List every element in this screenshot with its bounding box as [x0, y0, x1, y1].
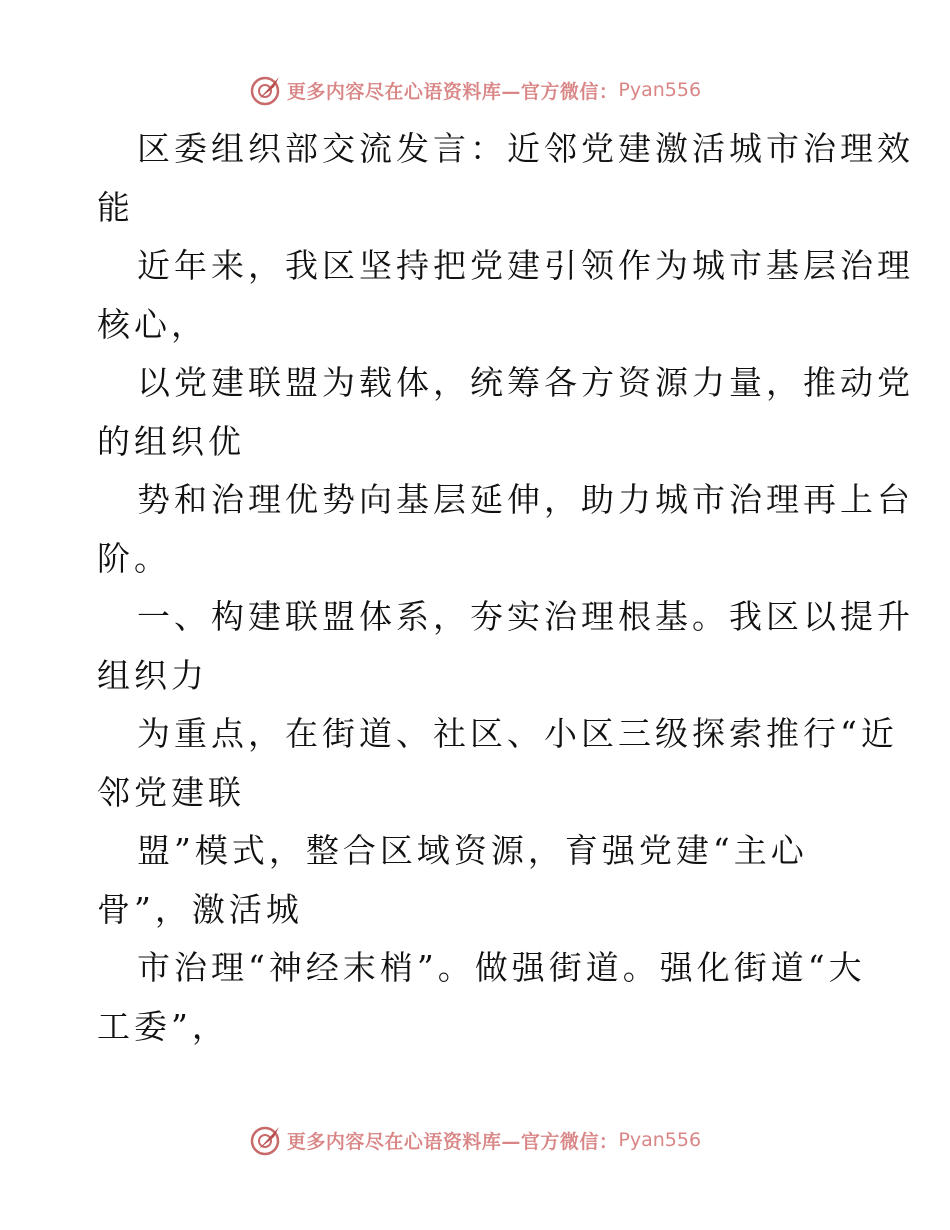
body-line: 市治理“神经末梢”。做强街道。强化街道“大 — [137, 948, 866, 987]
body-line: 一、构建联盟体系，夯实治理根基。我区以提升 — [137, 597, 914, 636]
header-banner-text: 更多内容尽在心语资料库—官方微信： — [286, 80, 619, 103]
body-line: 核心， — [97, 304, 208, 344]
body-line: 阶。 — [97, 538, 171, 578]
body-line: 盟”模式，整合区域资源，育强党建“主心 — [137, 831, 808, 870]
body-line: 能 — [97, 187, 134, 227]
footer-banner-wechat: Pyan556 — [618, 1129, 702, 1151]
body-line: 工委”， — [97, 1006, 229, 1046]
quill-logo-icon — [249, 1123, 283, 1157]
body-line: 近年来，我区坚持把党建引领作为城市基层治理 — [137, 246, 914, 285]
header-banner-wechat: Pyan556 — [618, 79, 702, 101]
body-line: 势和治理优势向基层延伸，助力城市治理再上台 — [137, 480, 914, 519]
header-banner — [0, 70, 950, 110]
body-line: 的组织优 — [97, 421, 245, 461]
body-line: 区委组织部交流发言：近邻党建激活城市治理效 — [137, 129, 914, 168]
document-body — [97, 120, 914, 1056]
body-line: 邻党建联 — [97, 772, 245, 812]
quill-logo-icon — [249, 73, 283, 107]
footer-banner-text: 更多内容尽在心语资料库—官方微信： — [286, 1130, 619, 1153]
body-line: 以党建联盟为载体，统筹各方资源力量，推动党 — [137, 363, 914, 402]
body-line: 组织力 — [97, 655, 208, 695]
body-line: 骨”，激活城 — [97, 889, 303, 929]
body-line: 为重点，在街道、社区、小区三级探索推行“近 — [137, 714, 898, 753]
footer-banner — [0, 1120, 950, 1160]
